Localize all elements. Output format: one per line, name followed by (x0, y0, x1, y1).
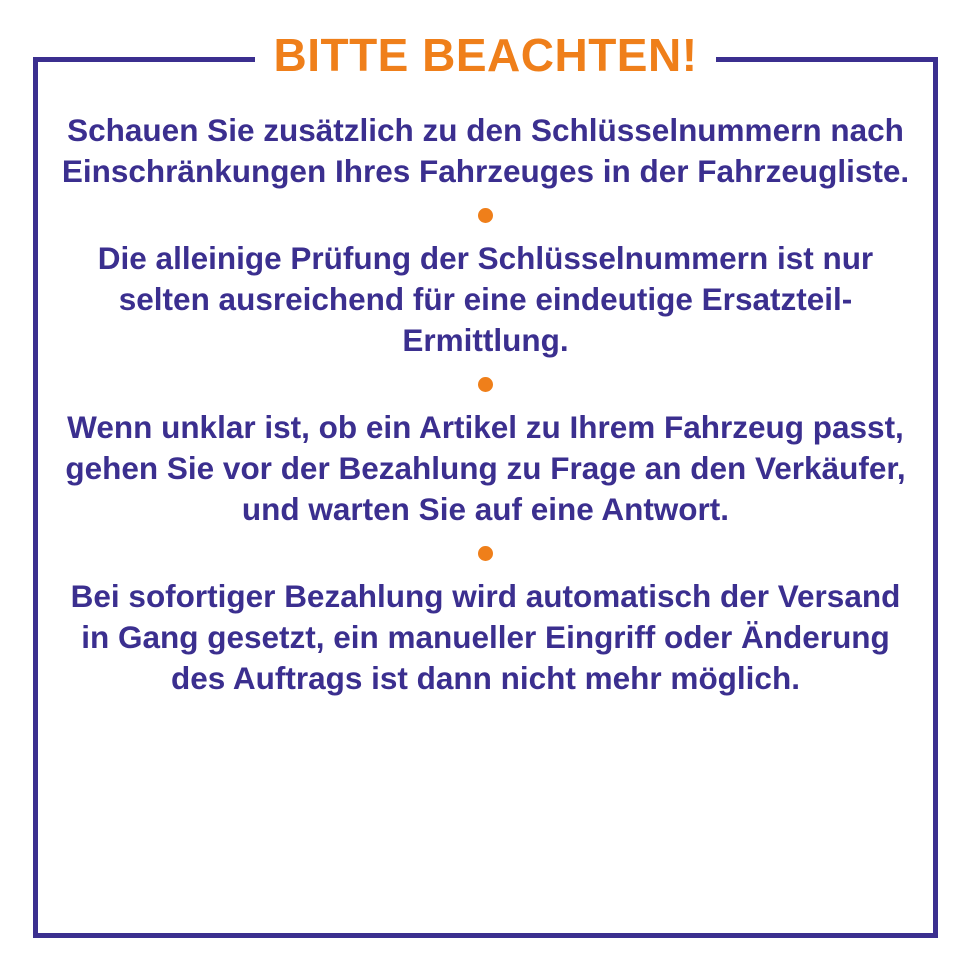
separator-1 (45, 192, 926, 238)
notice-title-container (0, 26, 971, 84)
notice-paragraph-1: Schauen Sie zusätzlich zu den Schlüsselnummern nach Einschränkungen Ihres Fahrzeuges in der Fahrzeugliste. (61, 112, 910, 189)
bullet-dot-icon (478, 377, 493, 392)
notice-paragraph-3: Wenn unklar ist, ob ein Artikel zu Ihrem Fahrzeug passt, gehen Sie vor der Bezahlung zu Frage an den Verkäufer, und warten Sie auf eine Antwort. (65, 409, 906, 527)
notice-paragraph-2: Die alleinige Prüfung der Schlüsselnummern ist nur selten ausreichend für eine eindeutige Ersatzteil-Ermittlung. (97, 240, 874, 358)
notice-paragraph-4: Bei sofortiger Bezahlung wird automatisch der Versand in Gang gesetzt, ein manueller Eingriff oder Änderung des Auftrags ist dann nicht mehr möglich. (70, 578, 901, 696)
separator-2 (45, 361, 926, 407)
page-title: BITTE BEACHTEN! (255, 26, 715, 84)
notice-paragraph-block (45, 407, 926, 530)
separator-3 (45, 530, 926, 576)
bullet-dot-icon (478, 546, 493, 561)
notice-paragraph-block (45, 238, 926, 361)
notice-paragraph-block (45, 110, 926, 192)
notice-paragraph-block (45, 576, 926, 699)
notice-content (45, 110, 926, 699)
bullet-dot-icon (478, 208, 493, 223)
